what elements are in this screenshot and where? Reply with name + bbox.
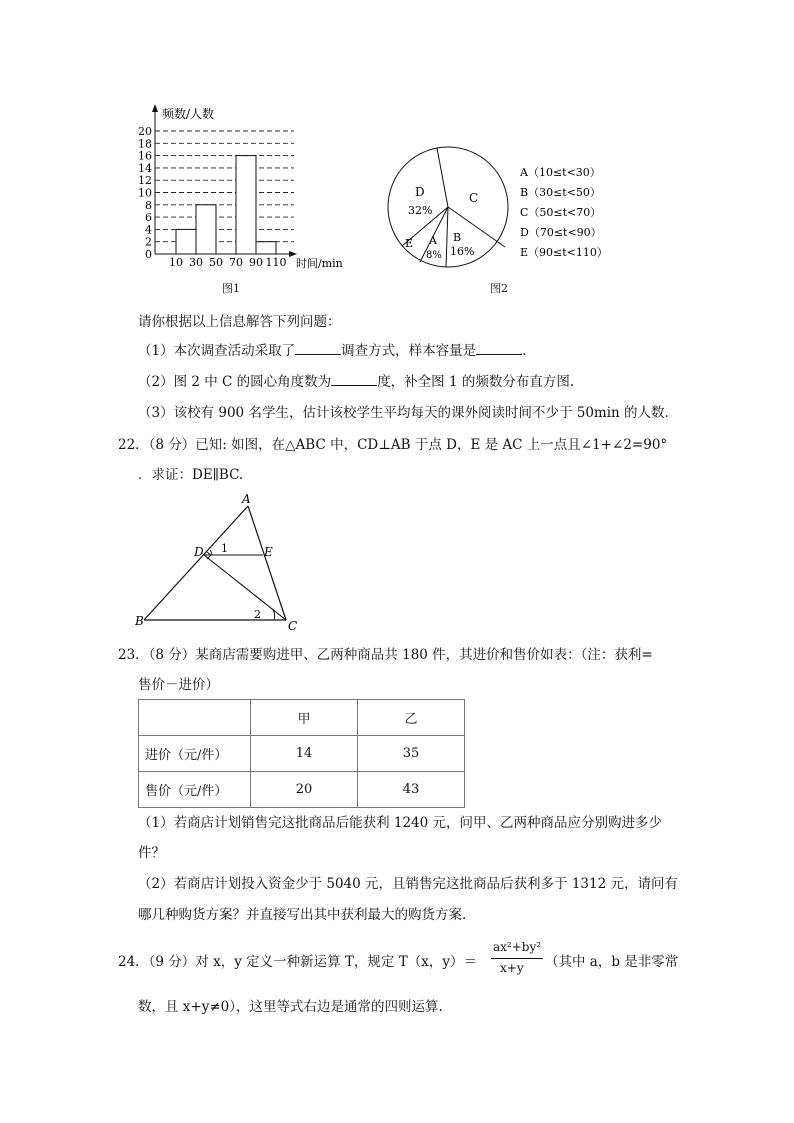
q24-fraction-bar bbox=[491, 958, 543, 959]
q21-part1-c: . bbox=[522, 343, 527, 359]
pie-divider-top bbox=[437, 148, 448, 207]
hist-ytick-label: 2 bbox=[145, 235, 152, 249]
q21-blank-angle[interactable] bbox=[331, 385, 377, 386]
hist-ytick-label: 0 bbox=[145, 248, 152, 261]
table-header-jia: 甲 bbox=[251, 700, 358, 736]
figure1-caption: 图1 bbox=[222, 282, 240, 295]
q21-blank-method[interactable] bbox=[295, 354, 341, 355]
triangle-figure bbox=[132, 492, 312, 632]
q21-part2 bbox=[138, 373, 574, 391]
tri-label-e: E bbox=[264, 545, 273, 559]
hist-y-arrow bbox=[152, 104, 158, 112]
table-cell: 售价（元/件） bbox=[139, 772, 251, 808]
q21-blank-sample-size[interactable] bbox=[476, 354, 522, 355]
q23-part1-line1: （1）若商店计划销售完这批商品后能获利 1240 元，问甲、乙两种商品应分别购进多少 bbox=[138, 815, 663, 831]
histogram-figure bbox=[118, 102, 358, 272]
pie-legend-entry: C（50≤t<70） bbox=[520, 206, 602, 219]
tri-angle2-label: 2 bbox=[254, 608, 261, 621]
pie-legend-entry: E（90≤t<110） bbox=[520, 246, 608, 259]
q21-part1-a: （1）本次调查活动采取了 bbox=[138, 343, 296, 359]
price-table bbox=[138, 699, 465, 808]
pie-label-e: E bbox=[405, 237, 414, 250]
table-cell: 14 bbox=[251, 736, 358, 772]
table-row bbox=[139, 772, 465, 808]
hist-xtick-label: 10 bbox=[169, 256, 183, 269]
hist-ytick-label: 10 bbox=[138, 186, 152, 200]
intro-text: 请你根据以上信息解答下列问题： bbox=[138, 314, 341, 330]
hist-bar bbox=[236, 156, 256, 254]
hist-ytick-label: 20 bbox=[138, 125, 152, 138]
pie-label-d: D bbox=[415, 185, 425, 199]
q21-part2-a: （2）图 2 中 C 的圆心角度数为 bbox=[138, 374, 332, 390]
hist-ytick-label: 6 bbox=[145, 211, 152, 225]
q21-part1 bbox=[138, 342, 526, 360]
table-cell: 35 bbox=[358, 736, 465, 772]
hist-ytick-label: 14 bbox=[138, 161, 152, 175]
tri-segment-cd bbox=[204, 555, 286, 620]
table-cell: 进价（元/件） bbox=[139, 736, 251, 772]
q23-part1-line2: 件？ bbox=[138, 845, 165, 861]
hist-ytick-label: 18 bbox=[138, 137, 152, 151]
tri-side-ab bbox=[144, 506, 248, 620]
hist-xlabel: 时间/min bbox=[296, 257, 343, 270]
hist-bar bbox=[196, 205, 216, 254]
tri-label-c: C bbox=[288, 619, 298, 632]
pie-figure bbox=[384, 144, 614, 270]
q21-part2-b: 度，补全图 1 的频数分布直方图. bbox=[377, 374, 575, 390]
q21-part1-b: 调查方式，样本容量是 bbox=[341, 343, 477, 359]
q24-tail: （其中 a，b 是非零常 bbox=[545, 954, 679, 970]
hist-xtick-label: 30 bbox=[189, 256, 203, 269]
q23-part2-line2: 哪几种购货方案？并直接写出其中获利最大的购货方案. bbox=[138, 907, 467, 923]
pie-label-c: C bbox=[469, 191, 479, 205]
q23-part2-line1: （2）若商店计划投入资金少于 5040 元，且销售完这批商品后获利多于 1312 元，请问有 bbox=[138, 876, 678, 892]
pie-label-d-pct: 32% bbox=[408, 204, 433, 217]
hist-ytick-label: 4 bbox=[145, 223, 152, 237]
q23-line2: 售价－进价） bbox=[138, 677, 219, 693]
hist-xtick-label: 110 bbox=[265, 256, 287, 269]
hist-xtick-label: 90 bbox=[249, 256, 263, 269]
q22-line2: ．求证：DE∥BC. bbox=[138, 467, 244, 483]
hist-xtick-label: 50 bbox=[209, 256, 223, 269]
table-cell bbox=[139, 700, 251, 736]
pie-label-a-pct: 8% bbox=[426, 250, 442, 261]
table-header-yi: 乙 bbox=[358, 700, 465, 736]
tri-label-b: B bbox=[135, 614, 144, 628]
q22-line1: 22．（8 分）已知: 如图，在△ABC 中，CD⊥AB 于点 D，E 是 AC 上一点且∠1+∠2=90° bbox=[118, 437, 668, 453]
hist-bar bbox=[256, 242, 276, 254]
table-row bbox=[139, 736, 465, 772]
figure2-caption: 图2 bbox=[490, 282, 508, 295]
q24-denominator: x+y bbox=[500, 961, 524, 975]
tri-angle1-label: 1 bbox=[221, 542, 228, 555]
pie-label-b-pct: 16% bbox=[450, 245, 475, 258]
pie-legend-entry: B（30≤t<50） bbox=[520, 186, 601, 199]
hist-bar bbox=[176, 229, 196, 254]
table-header-row bbox=[139, 700, 465, 736]
pie-divider-a-b bbox=[446, 207, 448, 267]
q23-line1: 23．（8 分）某商店需要购进甲、乙两种商品共 180 件，其进价和售价如表：（注：获利= bbox=[118, 647, 653, 663]
q24-numerator: ax²+by² bbox=[493, 940, 542, 954]
table-cell: 20 bbox=[251, 772, 358, 808]
q24-line2: 数，且 x+y≠0），这里等式右边是通常的四则运算. bbox=[138, 999, 443, 1015]
pie-legend-entry: A（10≤t<30） bbox=[520, 166, 601, 179]
tri-label-d: D bbox=[194, 545, 204, 559]
pie-label-a: A bbox=[429, 234, 437, 247]
tri-side-ac bbox=[248, 506, 286, 620]
hist-xtick-label: 70 bbox=[229, 256, 243, 269]
hist-ytick-label: 16 bbox=[138, 149, 152, 163]
pie-legend-entry: D（70≤t<90） bbox=[520, 226, 602, 239]
pie-label-b: B bbox=[453, 231, 462, 244]
hist-ytick-label: 12 bbox=[138, 174, 152, 188]
table-cell: 43 bbox=[358, 772, 465, 808]
tri-label-a: A bbox=[242, 492, 251, 506]
q24-lead: 24．（9 分）对 x，y 定义一种新运算 T，规定 T（x，y）＝ bbox=[118, 954, 477, 970]
hist-ytick-label: 8 bbox=[145, 198, 152, 212]
q21-part3: （3）该校有 900 名学生，估计该校学生平均每天的课外阅读时间不少于 50min 的人数. bbox=[138, 405, 669, 421]
hist-ylabel: 频数/人数 bbox=[162, 107, 215, 121]
